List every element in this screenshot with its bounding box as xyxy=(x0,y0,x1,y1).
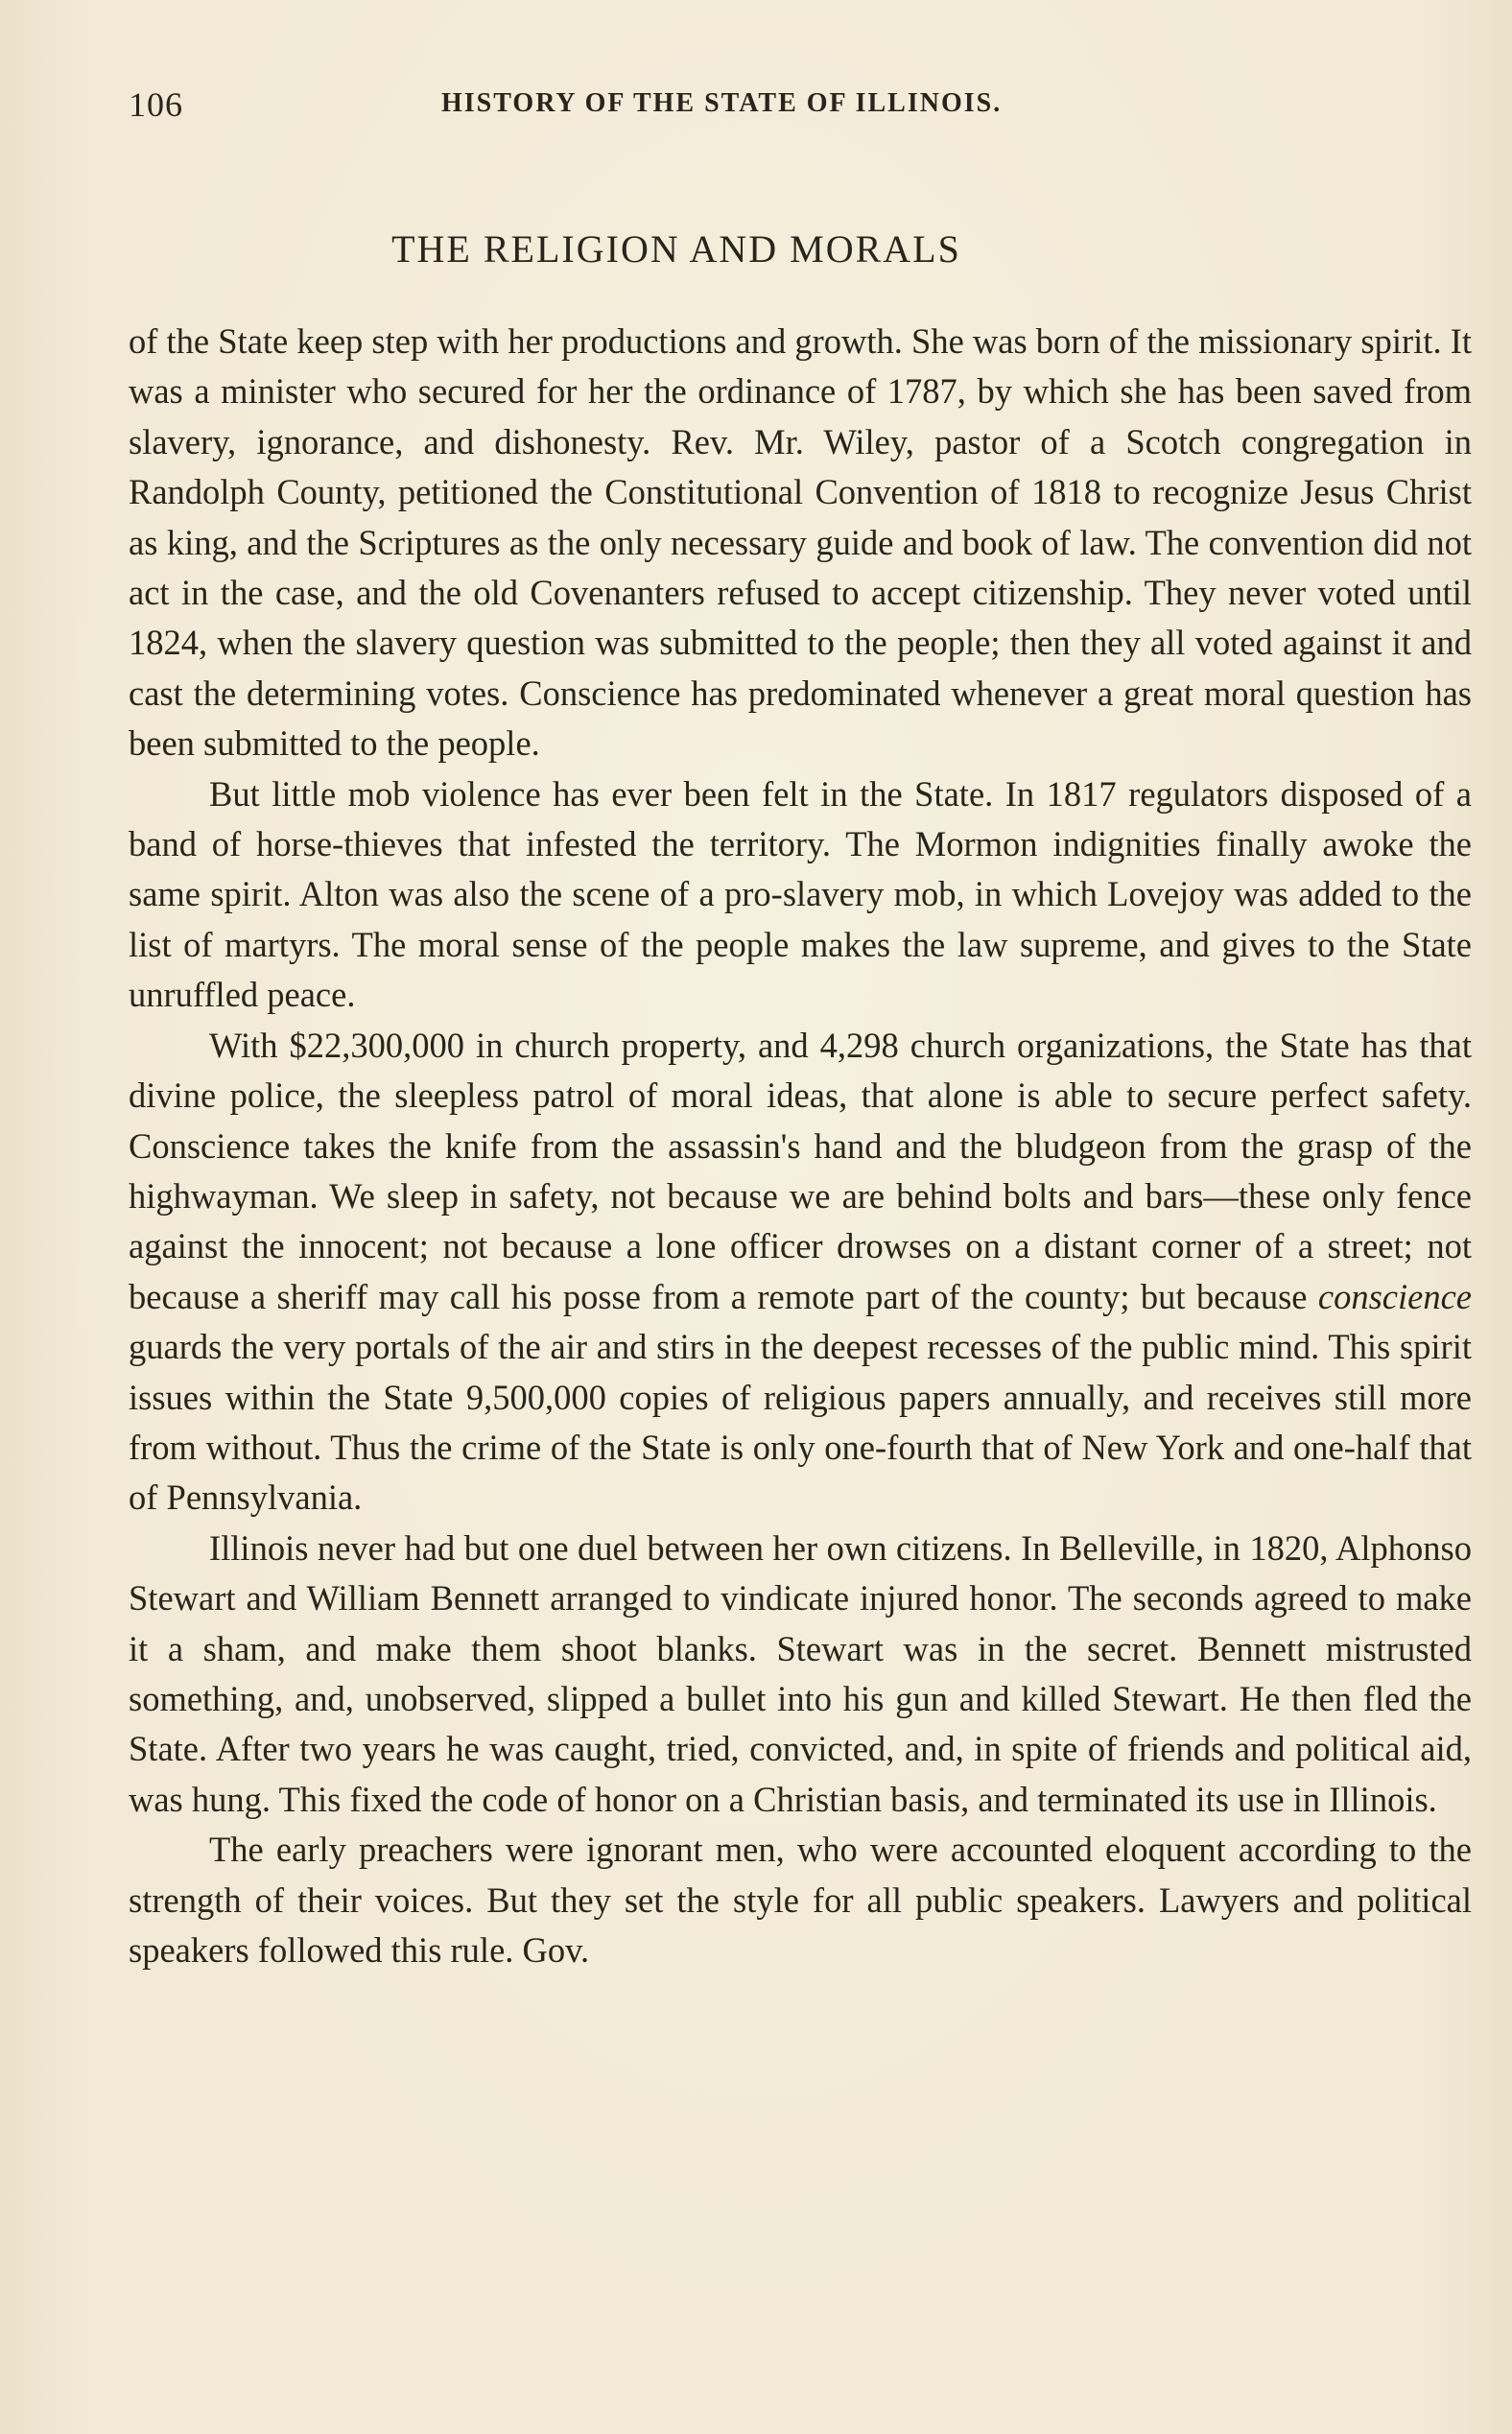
paragraph-early-preachers: The early preachers were ignorant men, who were accounted eloquent according to the strength of their voices. But they set the style for all public speakers. Lawyers and political speakers followed this rule. Gov. xyxy=(129,1830,1472,1970)
paragraph-text-part: With $22,300,000 in church property, and 4,298 church organizations, the State has that divine police, the sleepless patrol of moral ideas, that alone is able to secure perfect safety. Conscience takes the knife from the assassin's hand and the bludgeon from the grasp of the highwayman. We sleep in safety, not because we are behind bolts and bars—these only fence against the innocent; not because a lone officer drowses on a distant corner of a street; not because a sheriff may call his posse from a remote part of the county; but because xyxy=(129,1025,1472,1316)
paragraph-continuation: of the State keep step with her productions and growth. She was born of the missionary spirit. It was a minister who secured for her the ordinance of 1787, by which she has been saved from slavery, ignorance, and dishonesty. Rev. Mr. Wiley, pastor of a Scotch congregation in Randolph County, petitioned the Constitutional Convention of 1818 to recognize Jesus Christ as king, and the Scriptures as the only necessary guide and book of law. The convention did not act in the case, and the old Covenanters refused to accept citizenship. They never voted until 1824, when the slavery question was submitted to the people; then they all voted against it and cast the determining votes. Conscience has predominated whenever a great moral question has been submitted to the people. xyxy=(129,321,1472,764)
paragraph-mob-violence: But little mob violence has ever been felt in the State. In 1817 regulators disposed of a band of horse-thieves that infested the territory. The Mormon indignities finally awoke the same spirit. Alton was also the scene of a pro-slavery mob, in which Lovejoy was added to the list of martyrs. The moral sense of the people makes the law supreme, and gives to the State unruffled peace. xyxy=(129,773,1472,1015)
page-number: 106 xyxy=(129,85,183,124)
italic-word: conscience xyxy=(1317,1276,1472,1316)
chapter-heading: THE RELIGION AND MORALS xyxy=(391,227,961,271)
running-title: HISTORY OF THE STATE OF ILLINOIS. xyxy=(441,88,1003,118)
paragraph-text-part: guards the very portals of the air and stirs in the deepest recesses of the public mind. This spirit issues within the State 9,500,000 copies of religious papers annually, and receives still more from without. Thus the crime of the State is only one-fourth that of New York and one-half that of Pennsylvania. xyxy=(129,1327,1472,1518)
body-text xyxy=(129,317,1472,1975)
paragraph-church-property xyxy=(129,1021,1472,1524)
paragraph-duel: Illinois never had but one duel between her own citizens. In Belleville, in 1820, Alphonso Stewart and William Bennett arranged to vindicate injured honor. The seconds agreed to make it a sham, and make them shoot blanks. Stewart was in the secret. Bennett mistrusted something, and, unobserved, slipped a bullet into his gun and killed Stewart. He then fled the State. After two years he was caught, tried, convicted, and, in spite of friends and political aid, was hung. This fixed the code of honor on a Christian basis, and terminated its use in Illinois. xyxy=(129,1527,1472,1819)
running-head xyxy=(129,84,1472,132)
